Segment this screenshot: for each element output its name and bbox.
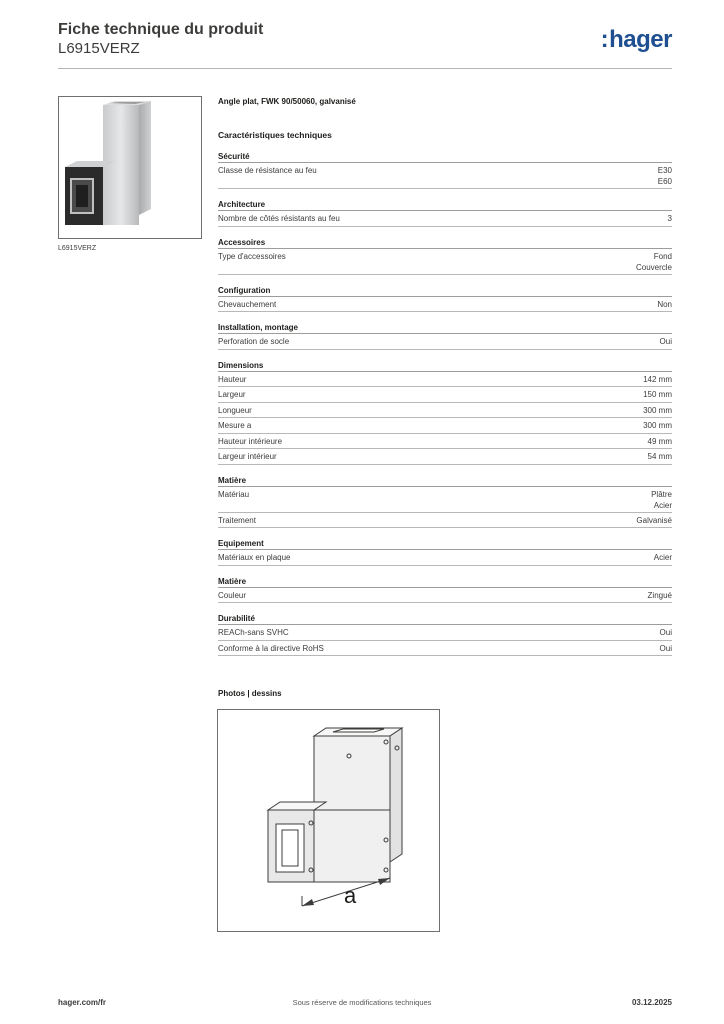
characteristic-row: [218, 418, 672, 434]
product-photo-image: [59, 97, 201, 238]
characteristic-value: Oui: [659, 643, 672, 653]
characteristic-values: [643, 405, 672, 417]
characteristic-group: [218, 576, 672, 604]
characteristic-group: [218, 613, 672, 656]
photo-caption: L6915VERZ: [58, 245, 97, 252]
characteristic-row: [218, 372, 672, 388]
characteristic-value: E30: [657, 166, 672, 175]
characteristic-value: Oui: [659, 628, 672, 637]
group-title: Matière: [218, 475, 672, 487]
characteristic-label: Largeur intérieur: [218, 452, 277, 461]
characteristic-row: [218, 334, 672, 350]
group-title: Configuration: [218, 285, 672, 297]
characteristic-group: [218, 151, 672, 189]
characteristic-row: [218, 387, 672, 403]
characteristic-row: [218, 403, 672, 419]
characteristic-label: Longueur: [218, 405, 252, 415]
characteristic-group: [218, 285, 672, 313]
photos-heading: Photos | dessins: [218, 689, 282, 698]
characteristic-label: Hauteur intérieure: [218, 436, 283, 446]
characteristic-label: Matériau: [218, 489, 250, 499]
product-name: Angle plat, FWK 90/50060, galvanisé: [218, 97, 356, 106]
characteristic-label: Couleur: [218, 590, 247, 600]
characteristic-row: [218, 588, 672, 604]
characteristic-row: [218, 550, 672, 566]
characteristic-row: [218, 297, 672, 313]
characteristic-values: [648, 590, 672, 602]
group-title: Architecture: [218, 199, 672, 211]
characteristic-values: [643, 420, 672, 432]
characteristic-value: Acier: [653, 553, 672, 562]
characteristic-value: Couvercle: [635, 262, 672, 272]
group-title: Dimensions: [218, 360, 672, 372]
characteristics-groups: [218, 151, 672, 656]
group-title: Sécurité: [218, 151, 672, 163]
characteristic-label: Matériaux en plaque: [218, 553, 291, 562]
characteristic-label: Conforme à la directive RoHS: [218, 643, 324, 653]
characteristic-row: [218, 434, 672, 450]
technical-drawing-image: [218, 710, 439, 931]
characteristic-label: Largeur: [218, 390, 246, 399]
characteristic-label: REACh-sans SVHC: [218, 628, 289, 637]
characteristic-values: [657, 299, 672, 311]
characteristic-label: Nombre de côtés résistants au feu: [218, 214, 340, 223]
characteristic-group: [218, 237, 672, 275]
characteristic-group: [218, 360, 672, 465]
header-divider: [58, 68, 672, 69]
characteristic-label: Perforation de socle: [218, 337, 290, 346]
dimension-label-a: a: [344, 883, 357, 908]
characteristic-values: [636, 515, 672, 527]
group-title: Equipement: [218, 538, 672, 550]
group-title: Durabilité: [218, 613, 672, 625]
characteristic-values: [643, 389, 672, 401]
group-title: Matière: [218, 576, 672, 588]
product-photo: [58, 96, 202, 239]
technical-characteristics: [218, 96, 672, 656]
characteristic-label: Classe de résistance au feu: [218, 166, 317, 175]
characteristic-value: 54 mm: [647, 452, 672, 461]
characteristic-value: Oui: [659, 337, 672, 346]
hager-logo: :hager: [600, 26, 672, 53]
characteristic-group: [218, 475, 672, 529]
characteristic-row: [218, 625, 672, 641]
characteristic-values: [654, 552, 672, 564]
characteristic-row: [218, 249, 672, 275]
characteristic-values: [660, 627, 672, 639]
characteristic-value: 3: [667, 214, 672, 223]
characteristic-value: 300 mm: [643, 405, 672, 415]
characteristic-value: 300 mm: [643, 421, 672, 430]
characteristic-row: [218, 487, 672, 513]
technical-drawing: [217, 709, 440, 932]
characteristic-label: Traitement: [218, 515, 256, 525]
characteristic-value: Non: [657, 299, 672, 309]
characteristic-values: [651, 489, 672, 511]
characteristic-row: [218, 449, 672, 465]
characteristic-value: 49 mm: [647, 436, 672, 446]
characteristic-value: 150 mm: [643, 390, 672, 399]
characteristic-row: [218, 641, 672, 657]
characteristic-values: [648, 436, 672, 448]
characteristic-row: [218, 163, 672, 189]
characteristic-values: [660, 643, 672, 655]
characteristic-value: E60: [657, 177, 672, 186]
footer-website: hager.com/fr: [58, 998, 107, 1007]
characteristic-group: [218, 538, 672, 566]
characteristic-group: [218, 322, 672, 350]
characteristic-value: Fond: [653, 251, 672, 261]
characteristic-values: [658, 165, 672, 187]
characteristic-row: [218, 211, 672, 227]
characteristic-value: 142 mm: [643, 374, 672, 384]
characteristic-value: Galvanisé: [636, 515, 672, 525]
characteristic-group: [218, 199, 672, 227]
characteristic-label: Mesure a: [218, 421, 252, 430]
characteristic-values: [660, 336, 672, 348]
characteristic-values: [636, 251, 672, 273]
page-title: Fiche technique du produit: [58, 21, 264, 38]
characteristic-value: Zingué: [647, 590, 672, 600]
group-title: Accessoires: [218, 237, 672, 249]
group-title: Installation, montage: [218, 322, 672, 334]
characteristic-values: [668, 213, 672, 225]
logo-text: hager: [609, 26, 672, 53]
product-reference: L6915VERZ: [58, 40, 140, 57]
characteristic-value: Plâtre: [651, 489, 672, 499]
characteristic-values: [648, 451, 672, 463]
characteristic-label: Hauteur: [218, 374, 247, 384]
characteristic-label: Type d'accessoires: [218, 251, 286, 261]
characteristics-heading: Caractéristiques techniques: [218, 130, 332, 140]
characteristic-label: Chevauchement: [218, 299, 277, 309]
characteristic-value: Acier: [653, 500, 672, 510]
footer-date: 03.12.2025: [631, 998, 672, 1007]
characteristic-row: [218, 513, 672, 529]
characteristic-values: [643, 374, 672, 386]
footer-disclaimer: Sous réserve de modifications techniques: [292, 998, 432, 1007]
